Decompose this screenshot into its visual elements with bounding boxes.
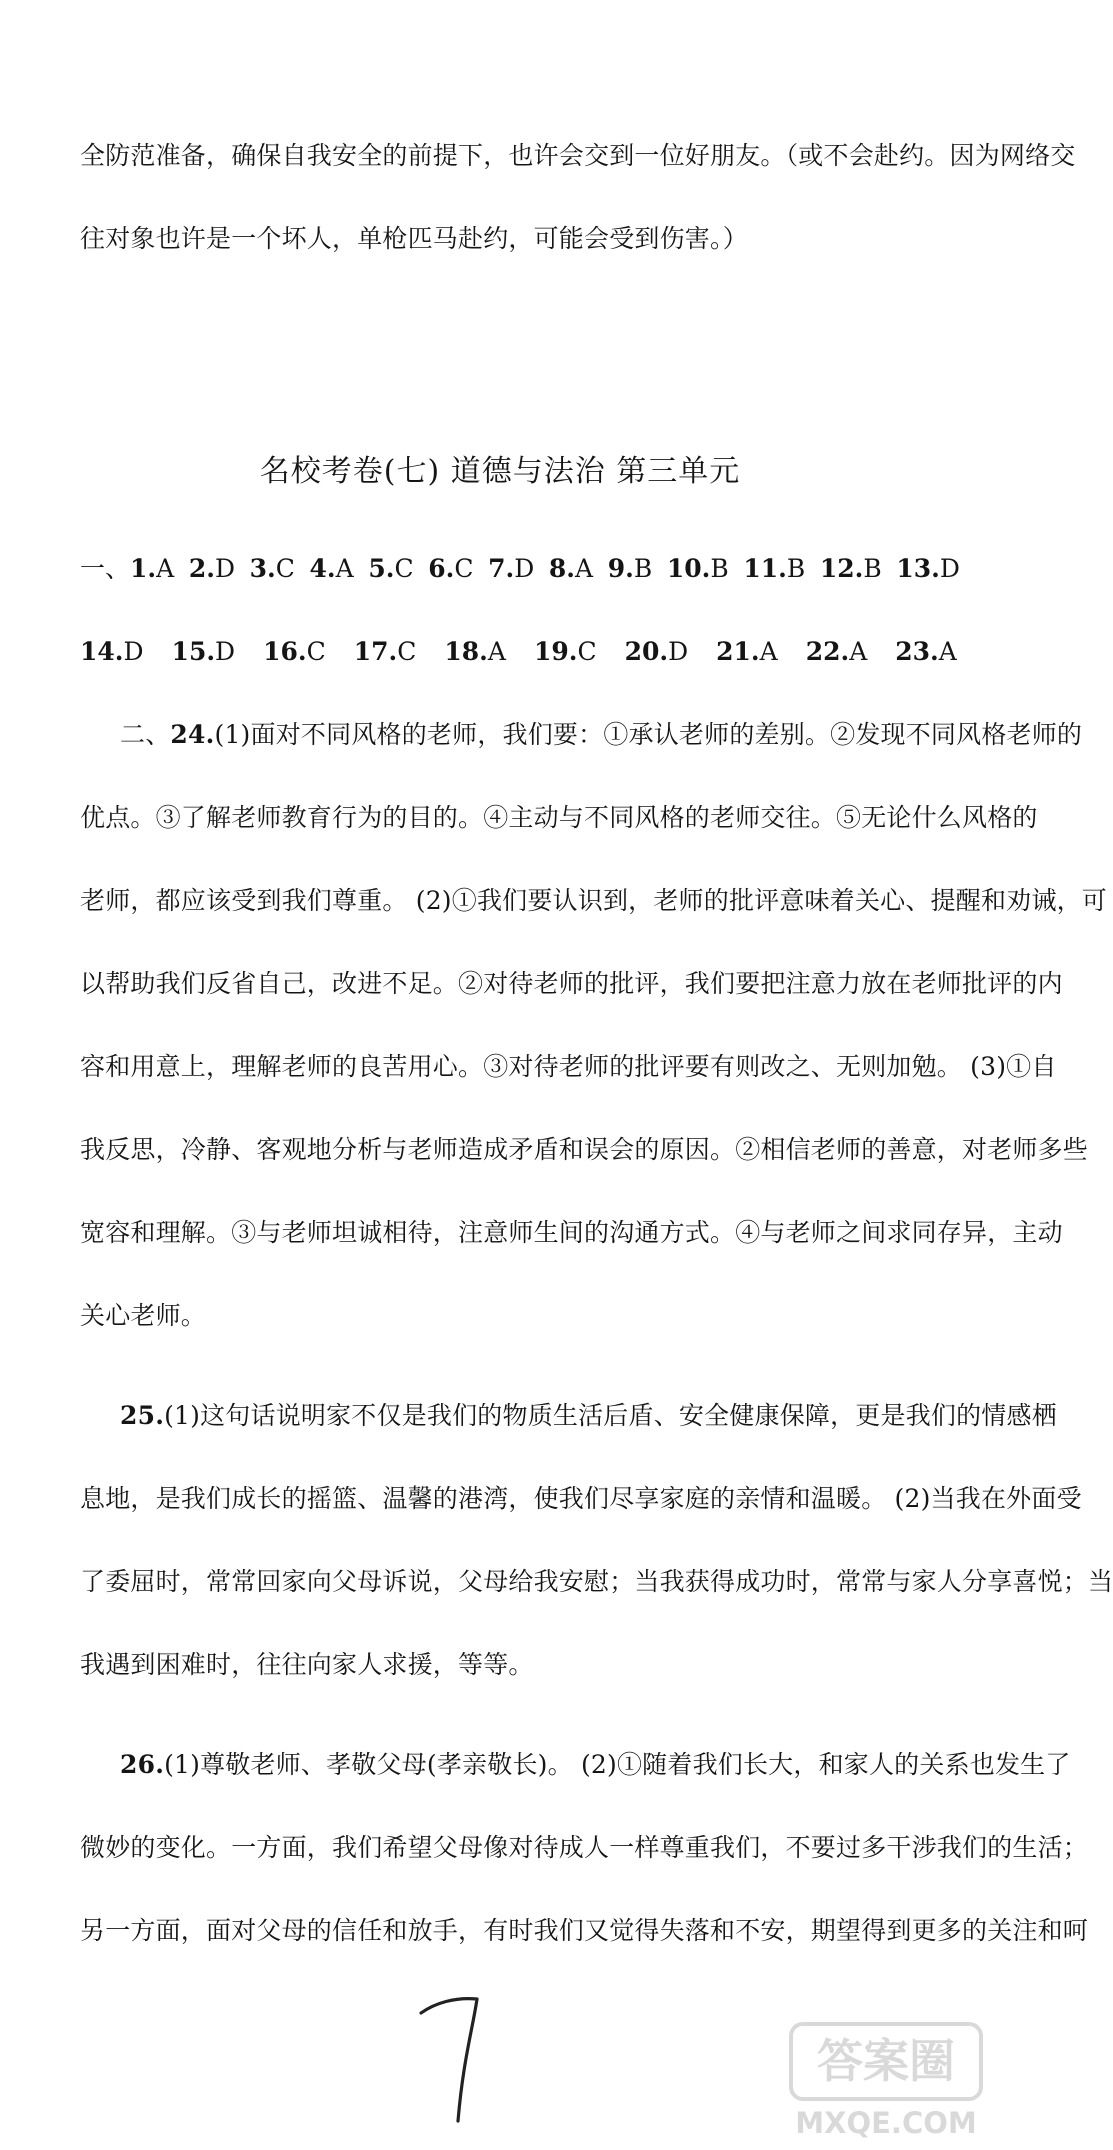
answer-item-6: 6.C xyxy=(428,554,474,583)
answer-item-14: 14.D xyxy=(80,637,144,666)
answer-item-4: 4.A xyxy=(309,554,354,583)
q25-number: 25. xyxy=(120,1401,165,1430)
part2-prefix: 二、 xyxy=(120,720,171,749)
answer-item-17: 17.C xyxy=(353,637,417,666)
answer-item-21: 21.A xyxy=(716,637,778,666)
q26-number: 26. xyxy=(120,1750,165,1779)
q24-line-6: 我反思，冷静、客观地分析与老师造成矛盾和误会的原因。②相信老师的善意，对老师多些 xyxy=(80,1135,1089,1164)
answer-item-16: 16.C xyxy=(263,637,326,666)
answer-item-15: 15.D xyxy=(171,637,236,666)
q25-line-4: 我遇到困难时，往往向家人求援，等等。 xyxy=(80,1650,534,1679)
part1-prefix: 一、 xyxy=(80,554,131,583)
answer-item-2: 2.D xyxy=(188,554,235,583)
watermark-url: MXQE.COM xyxy=(795,2106,977,2140)
answer-item-13: 13.D xyxy=(896,554,960,583)
answer-item-23: 23.A xyxy=(895,637,957,666)
answer-item-22: 22.A xyxy=(805,637,868,666)
answer-item-1: 一、1.A xyxy=(80,554,175,583)
answer-item-9: 9.B xyxy=(607,554,653,583)
q24-line-4: 以帮助我们反省自己，改进不足。②对待老师的批评，我们要把注意力放在老师批评的内 xyxy=(80,969,1063,998)
q24-first-line: 二、24.(1)面对不同风格的老师，我们要：①承认老师的差别。②发现不同风格老师的 xyxy=(120,720,1083,749)
answer-item-7: 7.D xyxy=(488,554,535,583)
q26-first-line: 26.(1)尊敬老师、孝敬父母(孝亲敬长)。 (2)①随着我们长大，和家人的关系也发生了 xyxy=(120,1750,1071,1779)
answer-item-5: 5.C xyxy=(368,554,414,583)
intro-line-1: 全防范准备，确保自我安全的前提下，也许会交到一位好朋友。（或不会赴约。因为网络交 xyxy=(80,141,1076,170)
answer-item-12: 12.B xyxy=(819,554,882,583)
q25-line-3: 了委屈时，常常回家向父母诉说，父母给我安慰；当我获得成功时，常常与家人分享喜悦；当 xyxy=(80,1567,1113,1596)
answer-item-20: 20.D xyxy=(624,637,689,666)
section-title: 名校考卷(七) 道德与法治 第三单元 xyxy=(259,454,741,489)
q24-line-2: 优点。③了解老师教育行为的目的。④主动与不同风格的老师交往。⑤无论什么风格的 xyxy=(80,803,1038,832)
q24-line-5: 容和用意上，理解老师的良苦用心。③对待老师的批评要有则改之、无则加勉。 (3)①自 xyxy=(80,1052,1057,1081)
answer-item-3: 3.C xyxy=(249,554,295,583)
q26-line-3: 另一方面，面对父母的信任和放手，有时我们又觉得失落和不安，期望得到更多的关注和呵 xyxy=(80,1916,1089,1945)
answer-item-8: 8.A xyxy=(548,554,594,583)
answer-row-1 xyxy=(80,556,960,581)
answer-item-10: 10.B xyxy=(666,554,729,583)
answer-item-11: 11.B xyxy=(743,554,806,583)
intro-line-2: 往对象也许是一个坏人，单枪匹马赴约，可能会受到伤害。） xyxy=(80,224,748,253)
q25-line-2: 息地，是我们成长的摇篮、温馨的港湾，使我们尽享家庭的亲情和温暖。 (2)当我在外面受 xyxy=(80,1484,1082,1513)
answer-row-2 xyxy=(80,639,960,664)
q24-line-7: 宽容和理解。③与老师坦诚相待，注意师生间的沟通方式。④与老师之间求同存异，主动 xyxy=(80,1218,1063,1247)
q24-line-3: 老师，都应该受到我们尊重。 (2)①我们要认识到，老师的批评意味着关心、提醒和劝诫，可 xyxy=(80,886,1107,915)
answer-item-18: 18.A xyxy=(444,637,506,666)
q26-line-2: 微妙的变化。一方面，我们希望父母像对待成人一样尊重我们，不要过多干涉我们的生活； xyxy=(80,1833,1089,1862)
q24-number: 24. xyxy=(170,720,215,749)
q24-line-8: 关心老师。 xyxy=(80,1301,207,1330)
watermark-logo-text: 答案圈 xyxy=(817,2034,955,2088)
page-number-handwritten xyxy=(405,1985,495,2135)
answer-item-19: 19.C xyxy=(533,637,597,666)
watermark-logo xyxy=(783,2019,988,2144)
q25-first-line: 25.(1)这句话说明家不仅是我们的物质生活后盾、安全健康保障，更是我们的情感栖 xyxy=(120,1401,1057,1430)
